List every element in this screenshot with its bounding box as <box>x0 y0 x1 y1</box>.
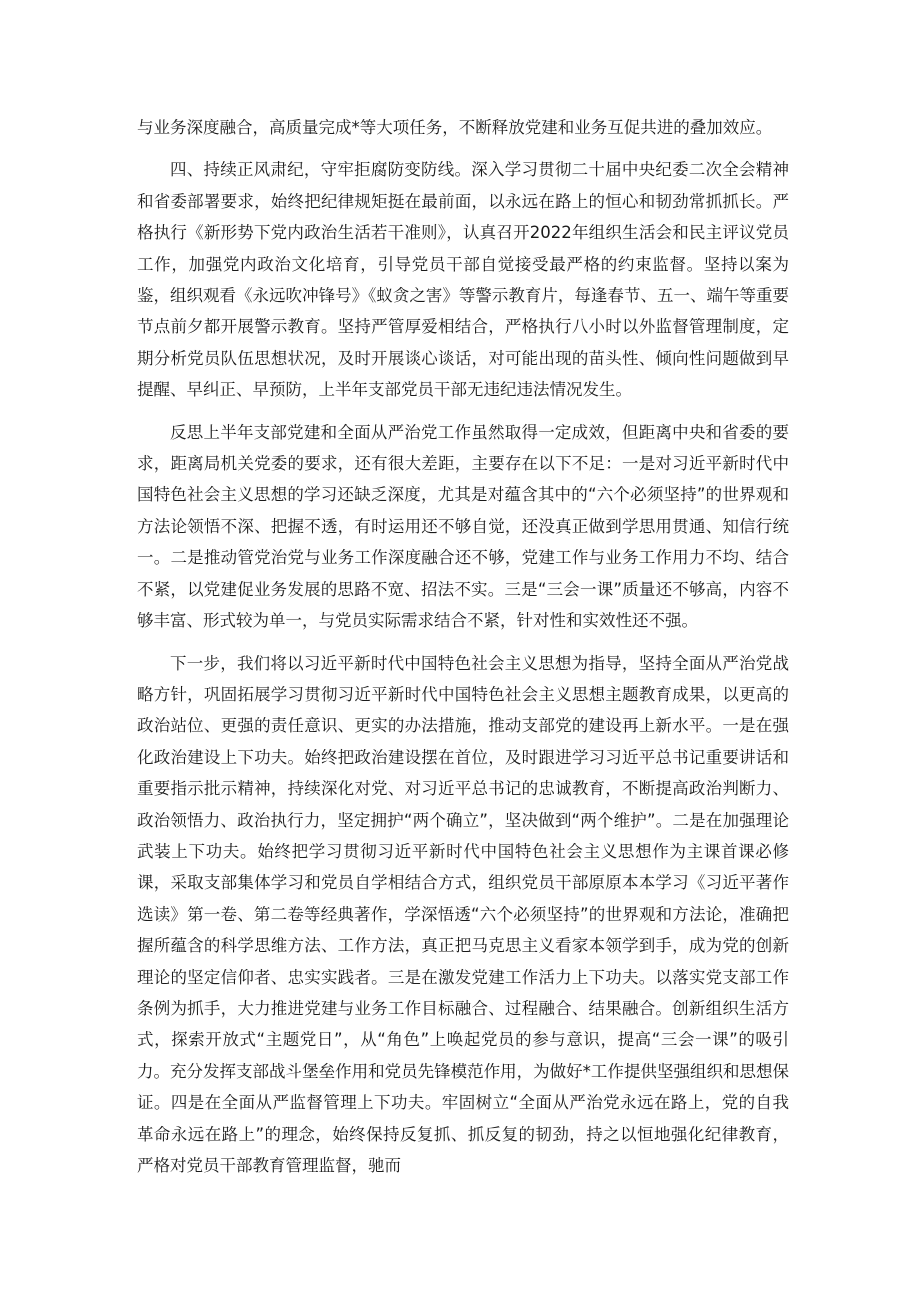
paragraph-reflection: 反思上半年支部党建和全面从严治党工作虽然取得一定成效，但距离中央和省委的要求，距离局机关党委的要求，还有很大差距，主要存在以下不足：一是对习近平新时代中国特色社会主义思想的学习还缺乏深度，尤其是对蕴含其中的“六个必须坚持”的世界观和方法论领悟不深、把握不透，有时运用还不够自觉，还没真正做到学思用贯通、知信行统一。二是推动管党治党与业务工作深度融合还不够，党建工作与业务工作用力不均、结合不紧，以党建促业务发展的思路不宽、招法不实。三是“三会一课”质量还不够高，内容不够丰富、形式较为单一，与党员实际需求结合不紧，针对性和实效性还不强。 <box>137 422 789 631</box>
paragraph-next-steps: 下一步，我们将以习近平新时代中国特色社会主义思想为指导，坚持全面从严治党战略方针，巩固拓展学习贯彻习近平新时代中国特色社会主义思想主题教育成果，以更高的政治站位、更强的责任意识、更实的办法措施，推动支部党的建设再上新水平。一是在强化政治建设上下功夫。始终把政治建设摆在首位，及时跟进学习习近平总书记重要讲话和重要指示批示精神，持续深化对党、对习近平总书记的忠诚教育，不断提高政治判断力、政治领悟力、政治执行力，坚定拥护“两个确立”，坚决做到“两个维护”。二是在加强理论武装上下功夫。始终把学习贯彻习近平新时代中国特色社会主义思想作为主课首课必修课，采取支部集体学习和党员自学相结合方式，组织党员干部原原本本学习《习近平著作选读》第一卷、第二卷等经典著作，学深悟透“六个必须坚持”的世界观和方法论，准确把握所蕴含的科学思维方法、工作方法，真正把马克思主义看家本领学到手，成为党的创新理论的坚定信仰者、忠实实践者。三是在激发党建工作活力上下功夫。以落实党支部工作条例为抓手，大力推进党建与业务工作目标融合、过程融合、结果融合。创新组织生活方式，探索开放式“主题党日”，从“角色”上唤起党员的参与意识，提高“三会一课”的吸引力。充分发挥支部战斗堡垒作用和党员先锋模范作用，为做好*工作提供坚强组织和思想保证。四是在全面从严监督管理上下功夫。牢固树立“全面从严治党永远在路上，党的自我革命永远在路上”的理念，始终保持反复抓、抓反复的韧劲，持之以恒地强化纪律教育，严格对党员干部教育管理监督，驰而 <box>137 653 789 1175</box>
paragraph-discipline: 四、持续正风肃纪，守牢拒腐防变防线。深入学习贯彻二十届中央纪委二次全会精神和省委部署要求，始终把纪律规矩挺在最前面，以永远在路上的恒心和韧劲常抓抓长。严格执行《新形势下党内政治生活若干准则》，认真召开2022年组织生活会和民主评议党员工作，加强党内政治文化培育，引导党员干部自觉接受最严格的约束监督。坚持以案为鉴，组织观看《永远吹冲锋号》《蚁贪之害》等警示教育片，每逢春节、五一、端午等重要节点前夕都开展警示教育。坚持严管厚爱相结合，严格执行八小时以外监督管理制度，定期分析党员队伍思想状况，及时开展谈心谈话，对可能出现的苗头性、倾向性问题做到早提醒、早纠正、早预防，上半年支部党员干部无违纪违法情况发生。 <box>137 160 789 400</box>
paragraph-continuation: 与业务深度融合，高质量完成*等大项任务，不断释放党建和业务互促共进的叠加效应。 <box>137 118 773 137</box>
document-body <box>137 112 789 1192</box>
